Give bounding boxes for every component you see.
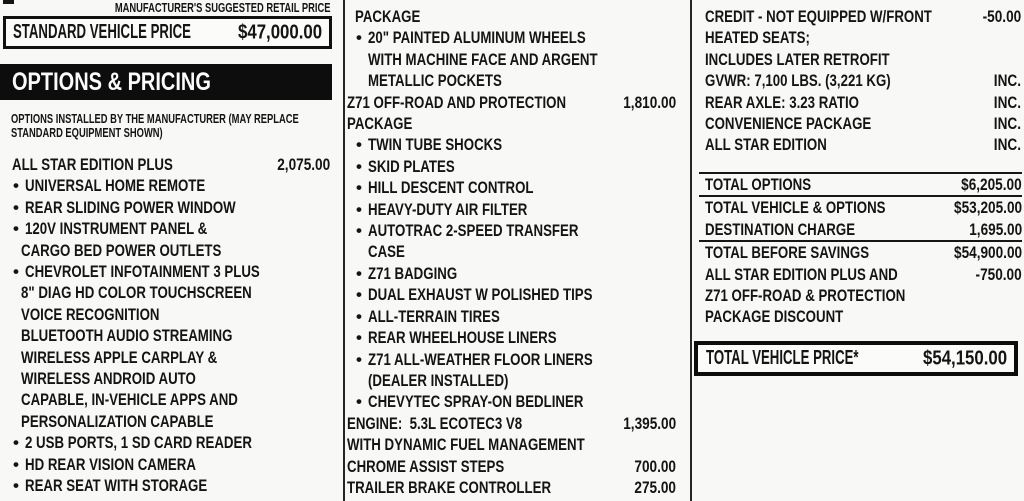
option-line — [0, 454, 337, 475]
total-line — [699, 285, 1022, 306]
total-value: $6,205.00 — [961, 175, 1022, 194]
option-text: REAR SEAT WITH STORAGE — [25, 476, 208, 496]
bullet-icon: • — [356, 135, 362, 155]
options-note-line2: STANDARD EQUIPMENT SHOWN) — [11, 125, 163, 140]
option-text: HILL DESCENT CONTROL — [368, 178, 534, 198]
option-line — [345, 477, 690, 498]
option-text: UNIVERSAL HOME REMOTE — [25, 176, 206, 196]
option-line — [0, 282, 337, 303]
bullet-icon: • — [13, 476, 19, 496]
option-text: HD REAR VISION CAMERA — [25, 454, 196, 474]
total-vehicle-price-label: TOTAL VEHICLE PRICE* — [706, 347, 859, 369]
option-line — [345, 27, 690, 48]
total-line — [699, 197, 1022, 218]
option-text: CARGO BED POWER OUTLETS — [21, 240, 222, 260]
total-label: DESTINATION CHARGE — [705, 219, 856, 239]
option-text: HEATED SEATS; — [705, 28, 810, 48]
column-left — [0, 0, 337, 501]
option-text: PACKAGE — [347, 114, 413, 134]
option-line — [0, 411, 337, 432]
option-text: SKID PLATES — [368, 156, 455, 176]
bullet-icon: • — [356, 328, 362, 348]
option-line — [694, 92, 1024, 113]
option-line — [345, 391, 690, 412]
options-pricing-title: OPTIONS & PRICING — [12, 67, 211, 96]
option-text: ALL STAR EDITION PLUS — [12, 155, 173, 174]
option-text: INCLUDES LATER RETROFIT — [705, 49, 890, 69]
option-text: WIRELESS ANDROID AUTO — [21, 369, 196, 389]
option-text: CHEVROLET INFOTAINMENT 3 PLUS — [25, 262, 260, 282]
option-text: CAPABLE, IN-VEHICLE APPS AND — [21, 390, 238, 410]
option-line — [0, 261, 337, 282]
bullet-icon: • — [356, 156, 362, 176]
option-text: WITH DYNAMIC FUEL MANAGEMENT — [347, 435, 585, 455]
option-text: (DEALER INSTALLED) — [368, 370, 509, 390]
option-text: REAR AXLE: 3.23 RATIO — [705, 92, 859, 112]
option-line — [345, 70, 690, 91]
option-line — [345, 456, 690, 477]
option-text: PACKAGE — [355, 7, 421, 26]
bullet-icon: • — [356, 28, 362, 48]
totals-table — [699, 172, 1022, 328]
bullet-icon: • — [13, 454, 19, 474]
total-label: TOTAL VEHICLE & OPTIONS — [705, 198, 886, 218]
option-line — [0, 432, 337, 453]
option-line — [345, 220, 690, 241]
option-line — [345, 370, 690, 391]
options-list-middle — [345, 6, 690, 498]
standard-vehicle-price-label: STANDARD VEHICLE PRICE — [13, 21, 191, 43]
option-text: CONVENIENCE PACKAGE — [705, 114, 872, 134]
options-list-left — [0, 154, 337, 497]
bullet-icon: • — [13, 433, 19, 453]
option-line — [0, 175, 337, 196]
bullet-icon: • — [13, 176, 19, 196]
option-line — [345, 327, 690, 348]
standard-vehicle-price-value: $47,000.00 — [237, 21, 322, 43]
option-text: PERSONALIZATION CAPABLE — [21, 411, 214, 431]
option-line — [0, 368, 337, 389]
option-text: WIRELESS APPLE CARPLAY & — [21, 347, 218, 367]
bullet-icon: • — [356, 221, 362, 241]
option-line — [345, 413, 690, 434]
option-text: GVWR: 7,100 LBS. (3,221 KG) — [705, 71, 891, 91]
option-text: Z71 OFF-ROAD AND PROTECTION — [347, 92, 567, 112]
option-line — [0, 475, 337, 496]
option-line — [345, 284, 690, 305]
total-line — [699, 242, 1022, 263]
option-line — [0, 347, 337, 368]
option-text: METALLIC POCKETS — [368, 71, 502, 91]
total-label: PACKAGE DISCOUNT — [705, 307, 844, 327]
option-price: INC. — [993, 135, 1021, 155]
bullet-icon: • — [13, 219, 19, 239]
total-line — [699, 172, 1022, 197]
msrp-heading-text: MANUFACTURER'S SUGGESTED RETAIL PRICE — [114, 0, 330, 15]
column-divider-right — [690, 0, 692, 501]
total-value: 1,695.00 — [969, 219, 1022, 239]
msrp-heading — [31, 1, 330, 15]
option-price: 1,810.00 — [623, 92, 676, 112]
option-line — [345, 92, 690, 113]
option-price: 1,395.00 — [623, 413, 676, 433]
options-pricing-header — [0, 64, 332, 100]
option-line — [694, 27, 1024, 48]
option-line — [0, 325, 337, 346]
option-line — [0, 389, 337, 410]
option-text: BLUETOOTH AUDIO STREAMING — [21, 326, 233, 346]
total-line — [699, 219, 1022, 242]
total-label: TOTAL BEFORE SAVINGS — [705, 243, 870, 263]
option-line — [694, 134, 1024, 155]
option-text: REAR SLIDING POWER WINDOW — [25, 197, 236, 217]
bullet-icon: • — [356, 392, 362, 412]
option-text: DUAL EXHAUST W POLISHED TIPS — [368, 285, 593, 305]
option-text: REAR WHEELHOUSE LINERS — [368, 328, 557, 348]
option-line — [345, 241, 690, 262]
total-vehicle-price-box — [694, 341, 1018, 376]
option-line — [345, 177, 690, 198]
option-line — [0, 154, 337, 175]
options-list-right — [694, 6, 1024, 156]
option-text: CASE — [368, 242, 405, 262]
option-line — [0, 197, 337, 218]
option-text: AUTOTRAC 2-SPEED TRANSFER — [368, 221, 579, 241]
option-text: 120V INSTRUMENT PANEL & — [25, 219, 208, 239]
option-price: INC. — [993, 71, 1021, 91]
option-text: TRAILER BRAKE CONTROLLER — [347, 477, 552, 497]
option-line — [345, 156, 690, 177]
option-text: ALL STAR EDITION — [705, 135, 827, 155]
bullet-icon: • — [356, 178, 362, 198]
option-line — [694, 113, 1024, 134]
column-middle — [345, 0, 690, 501]
option-line — [345, 199, 690, 220]
option-line — [694, 49, 1024, 70]
option-text: 8" DIAG HD COLOR TOUCHSCREEN — [21, 283, 252, 303]
option-line — [345, 434, 690, 455]
column-right — [694, 0, 1024, 501]
bullet-icon: • — [356, 263, 362, 283]
option-line — [0, 240, 337, 261]
option-text: 2 USB PORTS, 1 SD CARD READER — [25, 433, 252, 453]
bullet-icon: • — [13, 197, 19, 217]
option-line — [694, 70, 1024, 91]
option-text: ALL-TERRAIN TIRES — [368, 306, 500, 326]
total-line — [699, 264, 1022, 285]
option-line — [0, 218, 337, 239]
option-text: CHEVYTEC SPRAY-ON BEDLINER — [368, 392, 584, 412]
total-value: $54,900.00 — [953, 243, 1022, 263]
bullet-icon: • — [13, 262, 19, 282]
option-price: 700.00 — [634, 456, 676, 476]
option-text: VOICE RECOGNITION — [21, 304, 160, 324]
bullet-icon: • — [356, 349, 362, 369]
option-text: Z71 BADGING — [368, 263, 458, 283]
options-note-line1: OPTIONS INSTALLED BY THE MANUFACTURER (MAY REPLACE — [11, 111, 299, 126]
total-line — [699, 306, 1022, 327]
option-price: 275.00 — [634, 477, 676, 497]
total-vehicle-price-value: $54,150.00 — [922, 347, 1007, 369]
option-price: 2,075.00 — [277, 155, 330, 174]
option-line — [345, 263, 690, 284]
total-label: Z71 OFF-ROAD & PROTECTION — [705, 286, 906, 306]
option-line — [345, 349, 690, 370]
option-line — [0, 304, 337, 325]
option-price: -50.00 — [982, 7, 1021, 26]
total-value: -750.00 — [975, 264, 1022, 284]
option-line — [694, 6, 1024, 27]
standard-vehicle-price-box — [3, 16, 332, 49]
option-price: INC. — [993, 92, 1021, 112]
option-line — [345, 6, 690, 27]
option-line — [345, 134, 690, 155]
total-value: $53,205.00 — [953, 198, 1022, 218]
option-line — [345, 306, 690, 327]
bullet-icon: • — [356, 285, 362, 305]
option-text: Z71 ALL-WEATHER FLOOR LINERS — [368, 349, 593, 369]
option-price: INC. — [993, 114, 1021, 134]
bullet-icon: • — [356, 306, 362, 326]
total-label: TOTAL OPTIONS — [705, 175, 812, 194]
option-text: CHROME ASSIST STEPS — [347, 456, 505, 476]
bullet-icon: • — [356, 199, 362, 219]
option-line — [345, 113, 690, 134]
option-text: CREDIT - NOT EQUIPPED W/FRONT — [705, 7, 932, 26]
option-text: TWIN TUBE SHOCKS — [368, 135, 503, 155]
option-text: HEAVY-DUTY AIR FILTER — [368, 199, 528, 219]
option-text: 20" PAINTED ALUMINUM WHEELS — [368, 28, 586, 48]
option-text: WITH MACHINE FACE AND ARGENT — [368, 49, 598, 69]
total-label: ALL STAR EDITION PLUS AND — [705, 264, 898, 284]
option-text: ENGINE: 5.3L ECOTEC3 V8 — [347, 413, 523, 433]
option-line — [345, 49, 690, 70]
